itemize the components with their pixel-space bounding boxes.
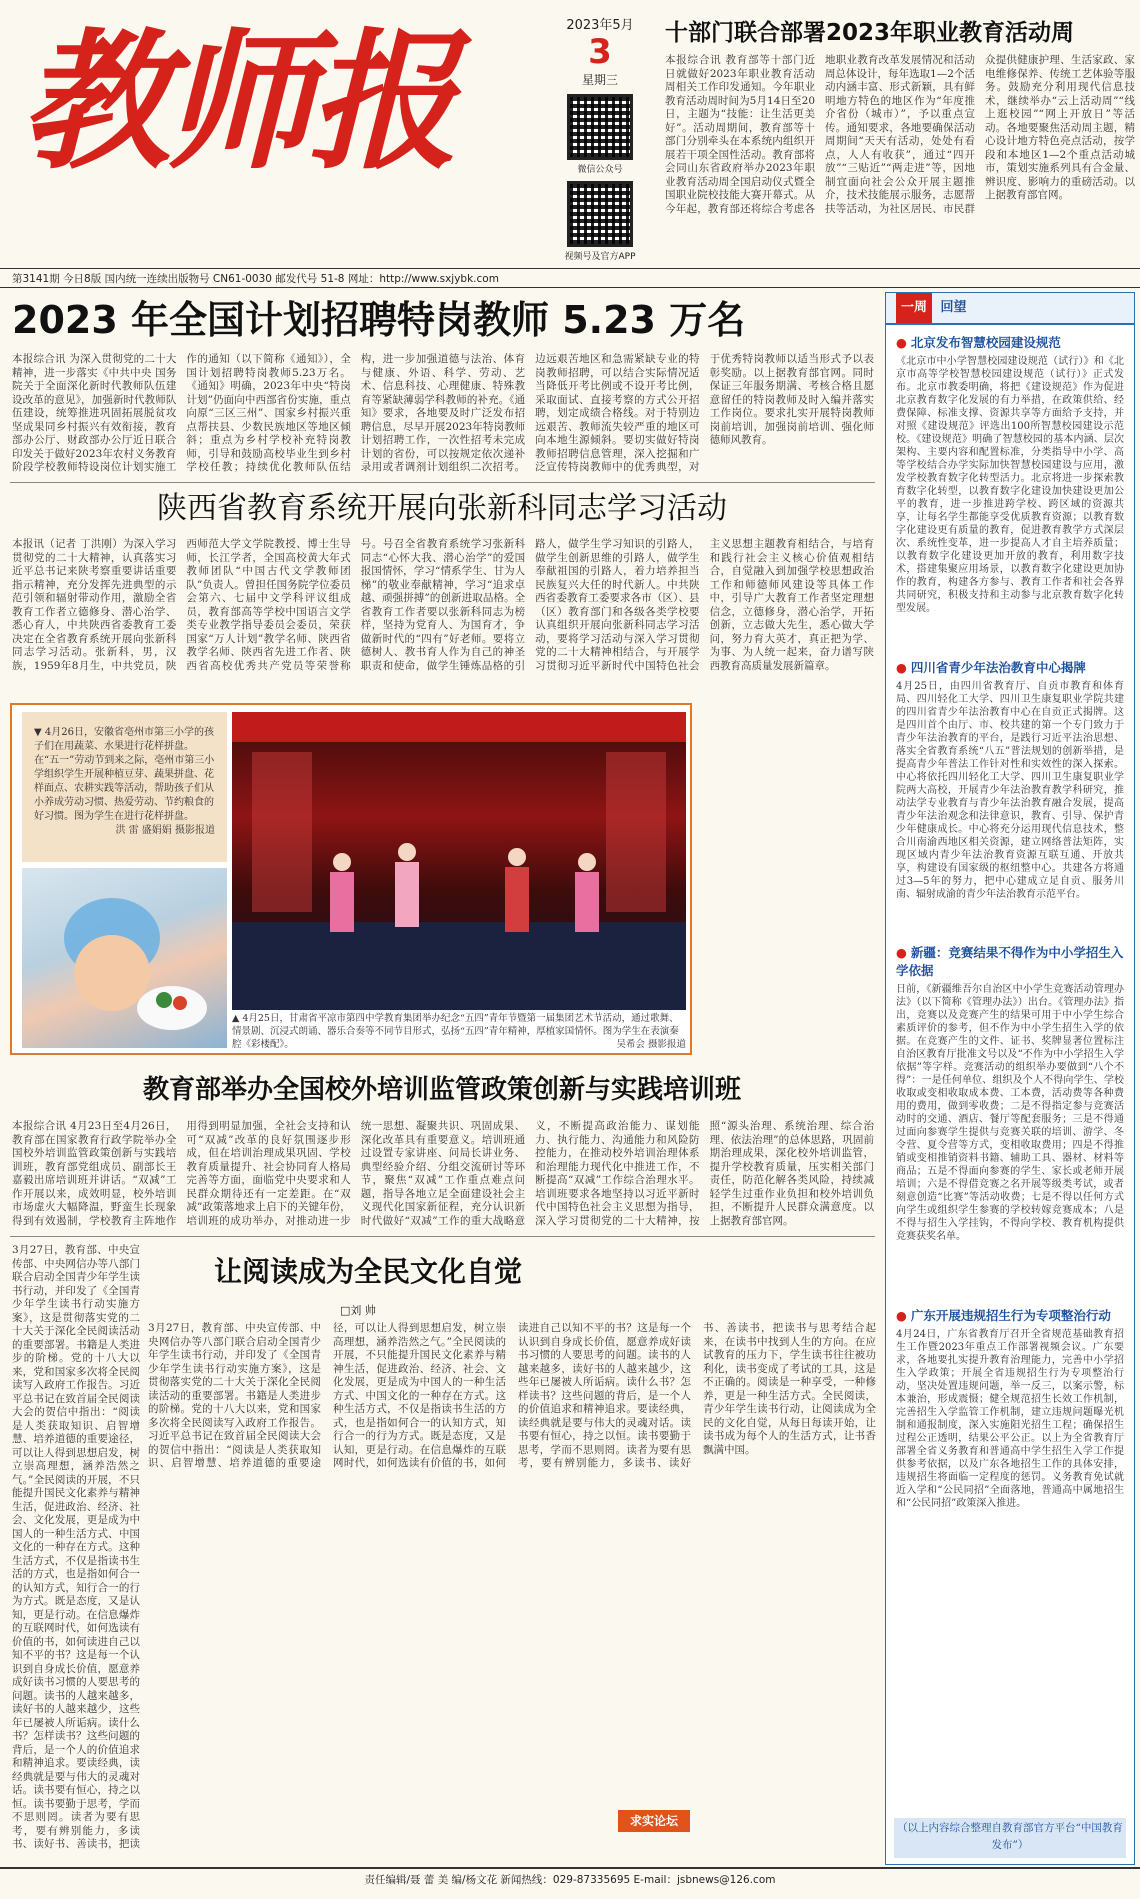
sidebar-item-title[interactable]: ● 北京发布智慧校园建设规范: [896, 335, 1061, 350]
sidebar-header-label: 回望: [940, 300, 967, 315]
bullet-icon: ●: [896, 660, 907, 675]
photo-caption-2-block: [232, 1012, 686, 1050]
column-tag-qiushi: 求实论坛: [618, 1810, 690, 1832]
story4-title[interactable]: 让阅读成为全民文化自觉: [213, 1255, 522, 1288]
stage-photo-illustration: [232, 712, 686, 1010]
divider: [10, 482, 875, 483]
photo-caption-box: [22, 712, 227, 862]
qr-label-wechat: 微信公众号: [577, 165, 623, 175]
story4-body: 3月27日，教育部、中央宣传部、中央网信办等八部门联合启动全国青少年学生读书行动，并印发了《全国青少年学生读书行动实施方案》，这是贯彻落实党的二十大关于深化全民阅读活动的重要部署。书籍是人类进步的阶梯。党的十八大以来，党和国家多次将全民阅读写入政府工作报告。习近平总书记在致首届全民阅读大会的贺信中指出：“阅读是人类获取知识、启智增慧、培养道德的重要途径，可以让人得到思想启发，树立崇高理想，涵养浩然之气。”全民阅读的开展，不只能提升国民文化素养与精神生活，促进政治、经济、社会、文化发展，更是成为中国人的一种生活方式、中国文化的一种存在方式。这种生活方式，不仅是指读书生活的方式，也是指如何合一的认知方式，知行合一的行为方式。既是态度，又是认知，更是行动。在信息爆炸的互联网时代，如何选读有价值的书，如何读进自己以知不平的书？这是每一个认识到自身成长价值，愿意养成好读书习惯的人要思考的问题。读书的人越来越多，读好书的人越来越少，这些年已屡被人所诟病。读什么书？怎样读书？这些问题的背后，是一个人的价值追求和精神追求。要读经典，读经典就是要与伟大的灵魂对话。读书要有恒心，持之以恒。读书要勤于思考，学而不思则罔。读者为要有思考，要有辨别能力，多读书、读好书、善读书，把读: [12, 1244, 140, 1850]
story2-title[interactable]: 陕西省教育系统开展向张新科同志学习活动: [157, 491, 727, 526]
story2-body: 本报讯（记者 丁洪刚）为深入学习贯彻党的二十大精神，认真落实习近平总书记来陕考察重要讲话重要指示精神，充分发挥先进典型的示范引领和辐射带动作用，激励全省教育工作者立德修身、潜心治学、悉心育人，中共陕西省委教育工委决定在全省教育系统开展向张新科同志学习活动。张新科，男，汉族，1959年8月生，中共党员，陕西师范大学文学院教授、博士生导师，长江学者，全国高校黄大年式教师团队“中国古代文学教师团队”负责人。曾担任国务院学位委员会第六、七届中文学科评议组成员，教育部高等学校中国语言文学类专业教学指导委员会委员，荣获国家“万人计划”教学名师、陕西省教学名师、陕西省先进工作者、陕西省高校优秀共产党员等荣誉称号。号召全省教育系统学习张新科同志“心怀大我、潜心治学”的爱国报国情怀，学习“情系学生、甘为人梯”的敬业奉献精神，学习“追求卓越、顽强拼搏”的创新进取品格。全省教育工作者要以张新科同志为榜样，坚持为党育人、为国育才，争做新时代的“四有”好老师。要将立德树人、教书育人作为自己的神圣职责和使命，做学生锤炼品格的引路人，做学生学习知识的引路人，做学生创新思维的引路人，做学生奉献祖国的引路人，着力培养担当民族复兴大任的时代新人。中共陕西省委教育工委要求各市（区）、县（区）教育部门和各级各类学校要认真组织开展向张新科同志学习活动，要将学习活动与深入学习贯彻党的二十大精神相结合，与开展学习贯彻习近平新时代中国特色社会主义思想主题教育相结合，与培育和践行社会主义核心价值观相结合，自觉融入到加强学校思想政治工作和师德师风建设等具体工作中，引导广大教育工作者坚定理想信念，立德修身，潜心治学，开拓创新，立志做大先生，悉心做大学问，努力育大英才，真正把为学、为事、为人统一起来，奋力谱写陕西教育高质量发展新篇章。: [12, 538, 874, 672]
sidebar-item-body: 《北京市中小学智慧校园建设规范（试行）》和《北京市高等学校智慧校园建设规范（试行）》正式发布。北京市教委明确，将把《建设规范》作为促进北京教育数字化发展的有力举措，在政策供给、经费保障、标准支撑、资源共享等方面给予支持，并对照《建设规范》评选出100所智慧校园建设示范校。《建设规范》明确了智慧校园的基本内涵、层次架构、主要内容和配置标准，分类指导中小学、高等学校结合办学实际加快智慧校园建设与应用，激发学校教育数字化转型活力。北京将进一步探索教育数字化转型，以教育数字化建设加快建设更加公平的教育，进一步推进跨学校、跨区域的资源共享，让每名学生都能享受优质教育资源；以教育数字化建设更有质量的教育，促进教育教学方式深层次、系统性变革，进一步提高人才自主培养质量；以教育数字化建设更加开放的教育，利用数字技术，搭建集聚应用场景，以教育数字化建设更加协作的教育，构建各方参与、教育工作者和社会各界共同研究，积极支持和主动参与北京教育数字化转型发展。: [896, 356, 1124, 614]
bullet-icon: ●: [896, 335, 907, 350]
story4-intro: [12, 1244, 140, 1859]
sidebar-header-badge: 一周: [896, 293, 932, 323]
page-footer: 责任编辑/聂 蕾 美 编/杨文花 新闻热线：029-87335695 E-mail：jsbnews@126.com: [0, 1867, 1140, 1891]
divider: [10, 1236, 875, 1237]
story3-title[interactable]: 教育部举办全国校外培训监管政策创新与实践培训班: [142, 1075, 741, 1105]
week-review-sidebar: [885, 292, 1135, 1865]
qr-code-icon[interactable]: [567, 94, 633, 160]
newspaper-logo: 教师报: [20, 14, 453, 190]
bullet-icon: ●: [896, 1308, 907, 1323]
date-weekday: 星期三: [581, 73, 618, 87]
photo-student-fruit-platter[interactable]: [22, 868, 227, 1048]
qr-code-icon[interactable]: [567, 181, 633, 247]
date-year-month: 2023年5月: [566, 18, 634, 33]
story4-body-columns: 3月27日，教育部、中央宣传部、中央网信办等八部门联合启动全国青少年学生读书行动，并印发了《全国青少年学生读书行动实施方案》，这是贯彻落实党的二十大关于深化全民阅读活动的重要部署。书籍是人类进步的阶梯。党的十八大以来，党和国家多次将全民阅读写入政府工作报告。习近平总书记在致首届全民阅读大会的贺信中指出：“阅读是人类获取知识、启智增慧、培养道德的重要途径，可以让人得到思想启发，树立崇高理想，涵养浩然之气。”全民阅读的开展，不只能提升国民文化素养与精神生活，促进政治、经济、社会、文化发展，更是成为中国人的一种生活方式、中国文化的一种存在方式。这种生活方式，不仅是指读书生活的方式，也是指如何合一的认知方式，知行合一的行为方式。既是态度，又是认知，更是行动。在信息爆炸的互联网时代，如何选读有价值的书，如何读进自己以知不平的书？这是每一个认识到自身成长价值，愿意养成好读书习惯的人要思考的问题。读书的人越来越多，读好书的人越来越少，这些年已屡被人所诟病。读什么书？怎样读书？这些问题的背后，是一个人的价值追求和精神追求。要读经典，读经典就是要与伟大的灵魂对话。读书要有恒心，持之以恒。读书要勤于思考，学而不思则罔。读者为要有思考，要有辨别能力，多读书、读好书、善读书，把读书与思考结合起来，在读书中找到人生的方向。在应试教育的压力下，学生读书往往被功利化，读书变成了考试的工具，这是不正确的。阅读是一种享受，一种修养，更是一种生活方式。全民阅读，青少年学生读书行动，让阅读成为全民的文化自觉，从每日每读开始，让读书成为每个人的生活方式，让书香飘满中国。: [148, 1322, 876, 1469]
top-story-title[interactable]: 十部门联合部署2023年职业教育活动周: [665, 20, 1075, 46]
photo-caption-2: ▲ 4月25日，甘肃省平凉市第四中学教育集团举办纪念“五四”青年节暨第一届集团艺术节活动，通过歌舞、情景剧、沉浸式朗诵、器乐合奏等不同节目形式，弘扬“五四”青年精神，厚植家国情怀。图为学生在表演秦腔《彩楼配》。: [232, 1013, 679, 1050]
issue-info-line: 第3141期 今日8版 国内统一连续出版物号 CN61-0030 邮发代号 51-8 网址：http://www.sxjybk.com: [0, 268, 1140, 288]
qr-label-app: 视频号及官方APP: [564, 252, 636, 262]
sidebar-footer-note: （以上内容综合整理自教育部官方平台“中国教育发布”）: [894, 1818, 1126, 1858]
sidebar-item-body: 4月24日，广东省教育厅召开全省规范基础教育招生工作暨2023年重点工作部署视频会议。广东要求，各地要扎实提升教育治理能力，完善中小学招生入学政策；开展全省违规招生行为专项整治行动，坚决处置违规问题，举一反三，以案示警，标本兼治，形成震慑；健全规范招生长效工作机制，完善招生入学监管工作机制，建立违规问题曝光机制和通报制度，深入实施阳光招生工程；确保招生过程公正透明，结果公平公正。以上为全省教育厅部署全省义务教育和普通高中学生招生入学工作提供参考依据，以及广东各地招生工作的具体安排，违规招生将面临一定程度的惩罚。义务教育免试就近入学和“公民同招”全面落地，普通高中属地招生和“公民同招”政策深入推进。: [896, 1329, 1124, 1509]
sidebar-header: [886, 293, 1134, 325]
story4-author: □刘 帅: [340, 1304, 376, 1317]
student-photo-illustration: [22, 868, 227, 1048]
photo-caption-1: ▼ 4月26日，安徽省亳州市第三小学的孩子们在用蔬菜、水果进行花样拼盘。在“五一”劳动节到来之际，亳州市第三小学组织学生开展种植豆芽、蔬果拼盘、花样面点、农耕实践等活动，帮助孩子们从小养成劳动习惯、热爱劳动、节约粮食的好习惯。图为学生在进行花样拼盘。: [34, 727, 215, 822]
date-day: 3: [588, 32, 612, 72]
story3-body: 本报综合讯 4月23日至4月26日，教育部在国家教育行政学院举办全国校外培训监管政策创新与实践培训班，教育部党组成员、副部长王嘉毅出席培训班并讲话。“双减”工作开展以来，成效明显，校外培训市场虚火大幅降温，野蛮生长现象得到有效遏制，学校教育主阵地作用得到明显加强，全社会支持和认可“双减”改革的良好氛围逐步形成，但在培训治理成果巩固、学校教育质量提升、社会协同育人格局完善等方面，面临党中央要求和人民群众期待还有一定差距。在“双减”政策落地求上启下的关键年份，培训班的成功举办，对推动进一步统一思想、凝聚共识、巩固成果、深化改革具有重要意义。培训班通过设置专家讲座、问局长讲业务、典型经验介绍、分组交流研讨等环节，聚焦“双减”工作重点难点问题，指导各地立足全面建设社会主义现代化国家新征程，充分认识新时代做好“双减”工作的重大战略意义，不断提高政治能力、谋划能力、执行能力、沟通能力和风险防控能力，在推动校外培训治理体系和治理能力现代化中推进工作，不断提高“双减”工作综合治理水平。培训班要求各地坚持以习近平新时代中国特色社会主义思想为指导，深入学习贯彻党的二十大精神，按照“源头治理、系统治理、综合治理、依法治理”的总体思路，巩固前期治理成果，深化校外培训监管，提升学校教育质量，压实相关部门责任，防范化解各类风险，持续减轻学生过重作业负担和校外培训负担，不断提升人民群众满意度。以上据教育部官网。: [12, 1120, 874, 1227]
sidebar-item-body: 4月25日，由四川省教育厅、自贡市教育和体育局、四川轻化工大学、四川卫生康复职业学院共建的四川省青少年法治教育中心在自贡正式揭牌。这是四川首个由厅、市、校共建的第一个专门致力于青少年法治教育的平台，是践行习近平法治思想、落实全省教育系统“八五”普法规划的创新举措，是提高青少年普法工作针对性和实效性的深入探索。中心将依托四川轻化工大学、四川卫生康复职业学院两大高校，开展青少年法治教育教学科研究，推动法学专业教育与青少年法治教育融合发展，提高青少年法治观念和法律意识，教育、引导、保护青少年健康成长。中心将充分运用现代信息技术，整合川南渝西地区相关资源，建立网络普法矩阵，实现区域内青少年法治教育资源互联互通、开放共享，构建设有国家级的枢纽整中心。共建各方将通过3—5年的努力，把中心建成立足自贡、服务川南、辐射成渝的青少年法治教育示范平台。: [896, 681, 1124, 900]
sidebar-item-title[interactable]: ● 四川省青少年法治教育中心揭牌: [896, 660, 1086, 675]
sidebar-item-title[interactable]: ● 新疆：竞赛结果不得作为中小学招生入学依据: [896, 945, 1124, 978]
top-story-body: 本报综合讯 教育部等十部门近日就做好2023年职业教育活动周相关工作印发通知。今年职业教育活动周时间为5月14日至20日，主题为“技能：让生活更美好”。活动周期间，教育部等十部门分别牵头在本系统内组织开展若干项全国性活动。教育部将会同山东省政府举办2023年职业教育活动周全国启动仪式暨全国职业院校技能大赛开幕式。从今年起，教育部还将综合考虑各地职业教育改革发展情况和活动周总体设计，每年选取1—2个活动内涵丰富、形式新颖，具有鲜明地方特色的地区作为“年度推介省份（城市）”，予以重点宣传。通知要求，各地要确保活动周期间“天天有活动，处处有看点，人人有收获”，通过“四开放”“三贴近”“两走进”等，因地制宜面向社会公众开展主题推介，技术技能展示服务，志愿帮扶等活动，为社区居民、市民群众提供健康护理、生活家政、家电维修保养、传统工艺体验等服务。鼓励充分利用现代信息技术，继续举办“云上活动周”“线上逛校园”“网上开放日”等活动。各地要聚焦活动周主题，精心设计地方特色亮点活动，按学段和本地区1—2个重点活动城市，策划实施系列具有合金量、辨识度、影响力的重磅活动。以上据教育部官网。: [665, 54, 1135, 215]
date-box: [545, 10, 655, 270]
sidebar-item-body: 日前，《新疆维吾尔自治区中小学生竞赛活动管理办法》（以下简称《管理办法》）出台。《管理办法》指出，竞赛以及竞赛产生的结果可用于中小学生综合素质评价的参考，但不作为中小学生招生入学的依据。在竞赛产生的文件、证书、奖牌显著位置标注自治区教育厅批准文号以及“不作为中小学招生入学依据”等字样。竞赛活动的组织举办要做到“八个不得”：一是任何单位、组织及个人不得向学生、学校收取或变相收取成本费、工本费，活动费等各种费用的费用，做到零收费；二是不得指定参与竞赛活动时的交通、酒店、餐厅等配套服务；三是不得通过面向参赛学生提供与竞赛关联的培训、游学、冬令营、夏令营等方式，变相收取费用；四是不得推销或变相推销资料书籍、辅助工具、器材、材料等商品；五是不得面向参赛的学生、家长或老师开展培训；六是不得借竞赛之名开展等级类考试，或者刻意创造“比赛”等活动收费；七是不得以任何方式向学生或组织学生参赛的学校转嫁竞赛成本；八是不得与招生入学挂钩，不得向学校、教育机构提供竞赛获奖名单。: [896, 984, 1124, 1242]
sidebar-item-title[interactable]: ● 广东开展违规招生行为专项整治行动: [896, 1308, 1111, 1323]
photo-credit-2: 吴希会 摄影报道: [616, 1039, 686, 1050]
lead-story-body: 本报综合讯 为深入贯彻党的二十大精神，进一步落实《中共中央 国务院关于全面深化新时代教师队伍建设改革的意见》，加强新时代教师队伍建设，统筹推进巩固拓展脱贫攻坚成果同乡村振兴有效衔接，教育部办公厅、财政部办公厅近日联合印发关于做好2023年农村义务教育阶段学校教师特设岗位计划实施工作的通知（以下简称《通知》），全国计划招聘特岗教师5.23万名。《通知》明确，2023年中央“特岗计划”仍面向中西部省份实施，重点向原“三区三州”、国家乡村振兴重点帮扶县、少数民族地区等地区倾斜；重点为乡村学校补充特岗教师，引导和鼓励高校毕业生到乡村学校任教；持续优化教师队伍结构，进一步加强道德与法治、体育与健康、外语、科学、劳动、艺术、信息科技、心理健康、特殊教育等紧缺薄弱学科教师的补充。《通知》要求，各地要及时广泛发布招聘信息，尽早开展2023年特岗教师计划招聘工作，一次性招考未完成计划的省份，可以按规定依次递补录用或者调剂计划组织二次招考。边远艰苦地区和急需紧缺专业的特岗教师招聘，可以结合实际情况适当降低开考比例或不设开考比例，采取面试、直接考察的方式公开招聘，划定成绩合格线。对于特别边远艰苦、教师流失较严重的地区可向本地生源倾斜。要切实做好特岗教师招聘信息管理，深入挖掘和广泛宣传特岗教师中的优秀典型，对于优秀特岗教师以适当形式予以表彰奖励。以上据教育部官网。同时保证三年服务期满、考核合格且愿意留任的特岗教师及时入编并落实工作岗位。要求扎实开展特岗教师岗前培训，加强岗前培训、强化师德师风教育。: [12, 353, 874, 473]
photo-credit-1: 洪 雷 盛娟娟 摄影报道: [115, 825, 215, 836]
lead-story-title[interactable]: 2023 年全国计划招聘特岗教师 5.23 万名: [12, 298, 746, 342]
photo-stage-performance[interactable]: [232, 712, 686, 1010]
bullet-icon: ●: [896, 945, 907, 960]
